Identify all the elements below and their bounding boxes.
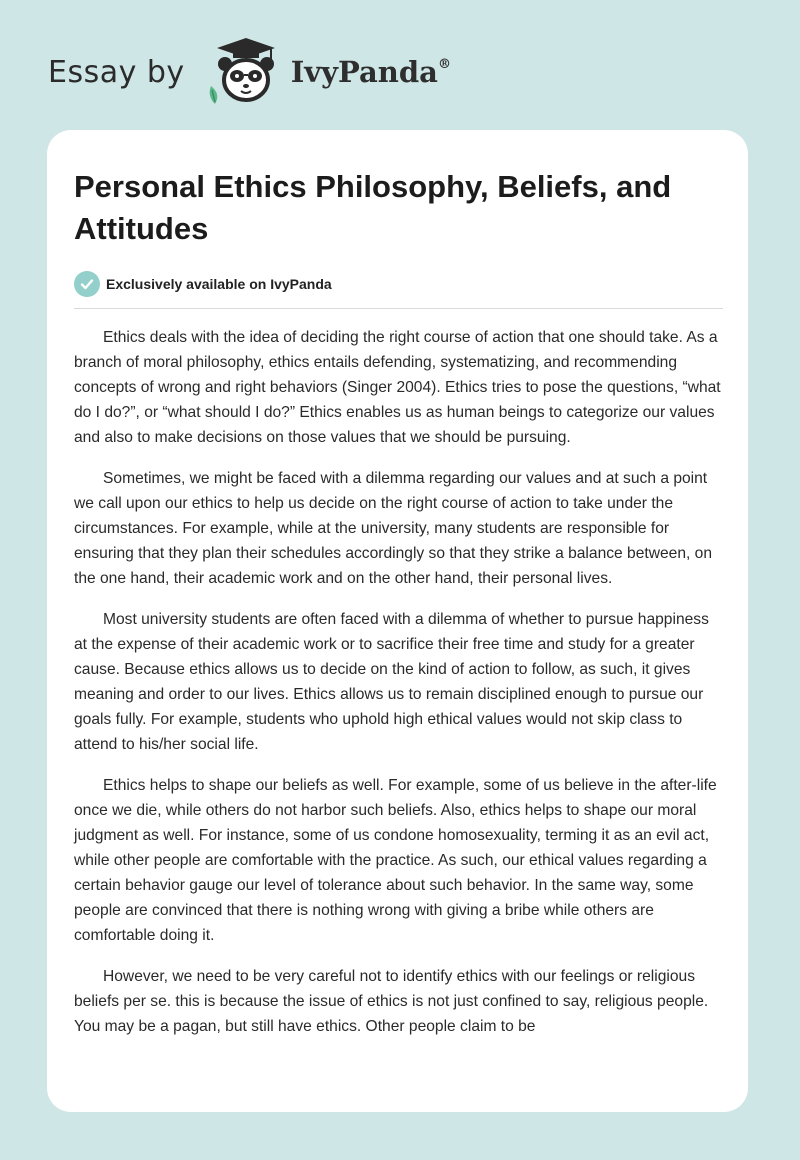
exclusive-badge <box>74 270 722 298</box>
paragraph: Ethics helps to shape our beliefs as well. For example, some of us believe in the after-life once we die, while others do not harbor such beliefs. Also, ethics helps to shape our moral judgment as well. For instance, some of us condone homosexuality, terming it as an evil act, while other people are comfortable with the practice. As such, our ethical values regarding a certain behavior gauge our level of tolerance about such behavior. In the same way, some people are convinced that there is nothing wrong with giving a bribe while others are comfortable doing it. <box>74 777 717 944</box>
paragraph: However, we need to be very careful not to identify ethics with our feelings or religious beliefs per se. this is because the issue of ethics is not just confined to say, religious people. You may be a pagan, but still have ethics. Other people claim to be <box>74 968 709 1035</box>
essay-card <box>47 130 748 1112</box>
exclusive-label: Exclusively available on IvyPanda <box>106 276 332 292</box>
check-circle-icon <box>74 271 100 297</box>
divider <box>74 308 723 309</box>
essay-body <box>74 325 724 1039</box>
panda-graduate-icon[interactable] <box>203 36 289 108</box>
paragraph: Most university students are often faced with a dilemma of whether to pursue happiness at the expense of their academic work or to sacrifice their free time and study for a greater cause. Because ethics allows us to decide on the kind of action to follow, as such, it gives meaning and order to our lives. Ethics allows us to remain disciplined enough to pursue our goals fully. For example, students who uphold high ethical values would not skip class to attend to his/her social life. <box>74 611 709 753</box>
site-header <box>48 36 451 108</box>
paragraph: Sometimes, we might be faced with a dilemma regarding our values and at such a point we call upon our ethics to help us decide on the right course of action to take under the circumstances. For example, while at the university, many students are responsible for ensuring that they plan their schedules accordingly so that they strike a balance between, on the one hand, their academic work and on the other hand, their personal lives. <box>74 470 713 587</box>
page-title: Personal Ethics Philosophy, Beliefs, and Attitudes <box>74 169 672 246</box>
essay-by-label: Essay by <box>48 54 185 90</box>
brand-name[interactable]: IvyPanda® <box>290 55 451 89</box>
paragraph: Ethics deals with the idea of deciding the right course of action that one should take. As a branch of moral philosophy, ethics entails defending, systematizing, and recommending concepts of wrong and right behaviors (Singer 2004). Ethics tries to pose the questions, “what do I do?”, or “what should I do?” Ethics enables us as human beings to categorize our values and also to make decisions on those values that we should be pursuing. <box>74 329 721 446</box>
